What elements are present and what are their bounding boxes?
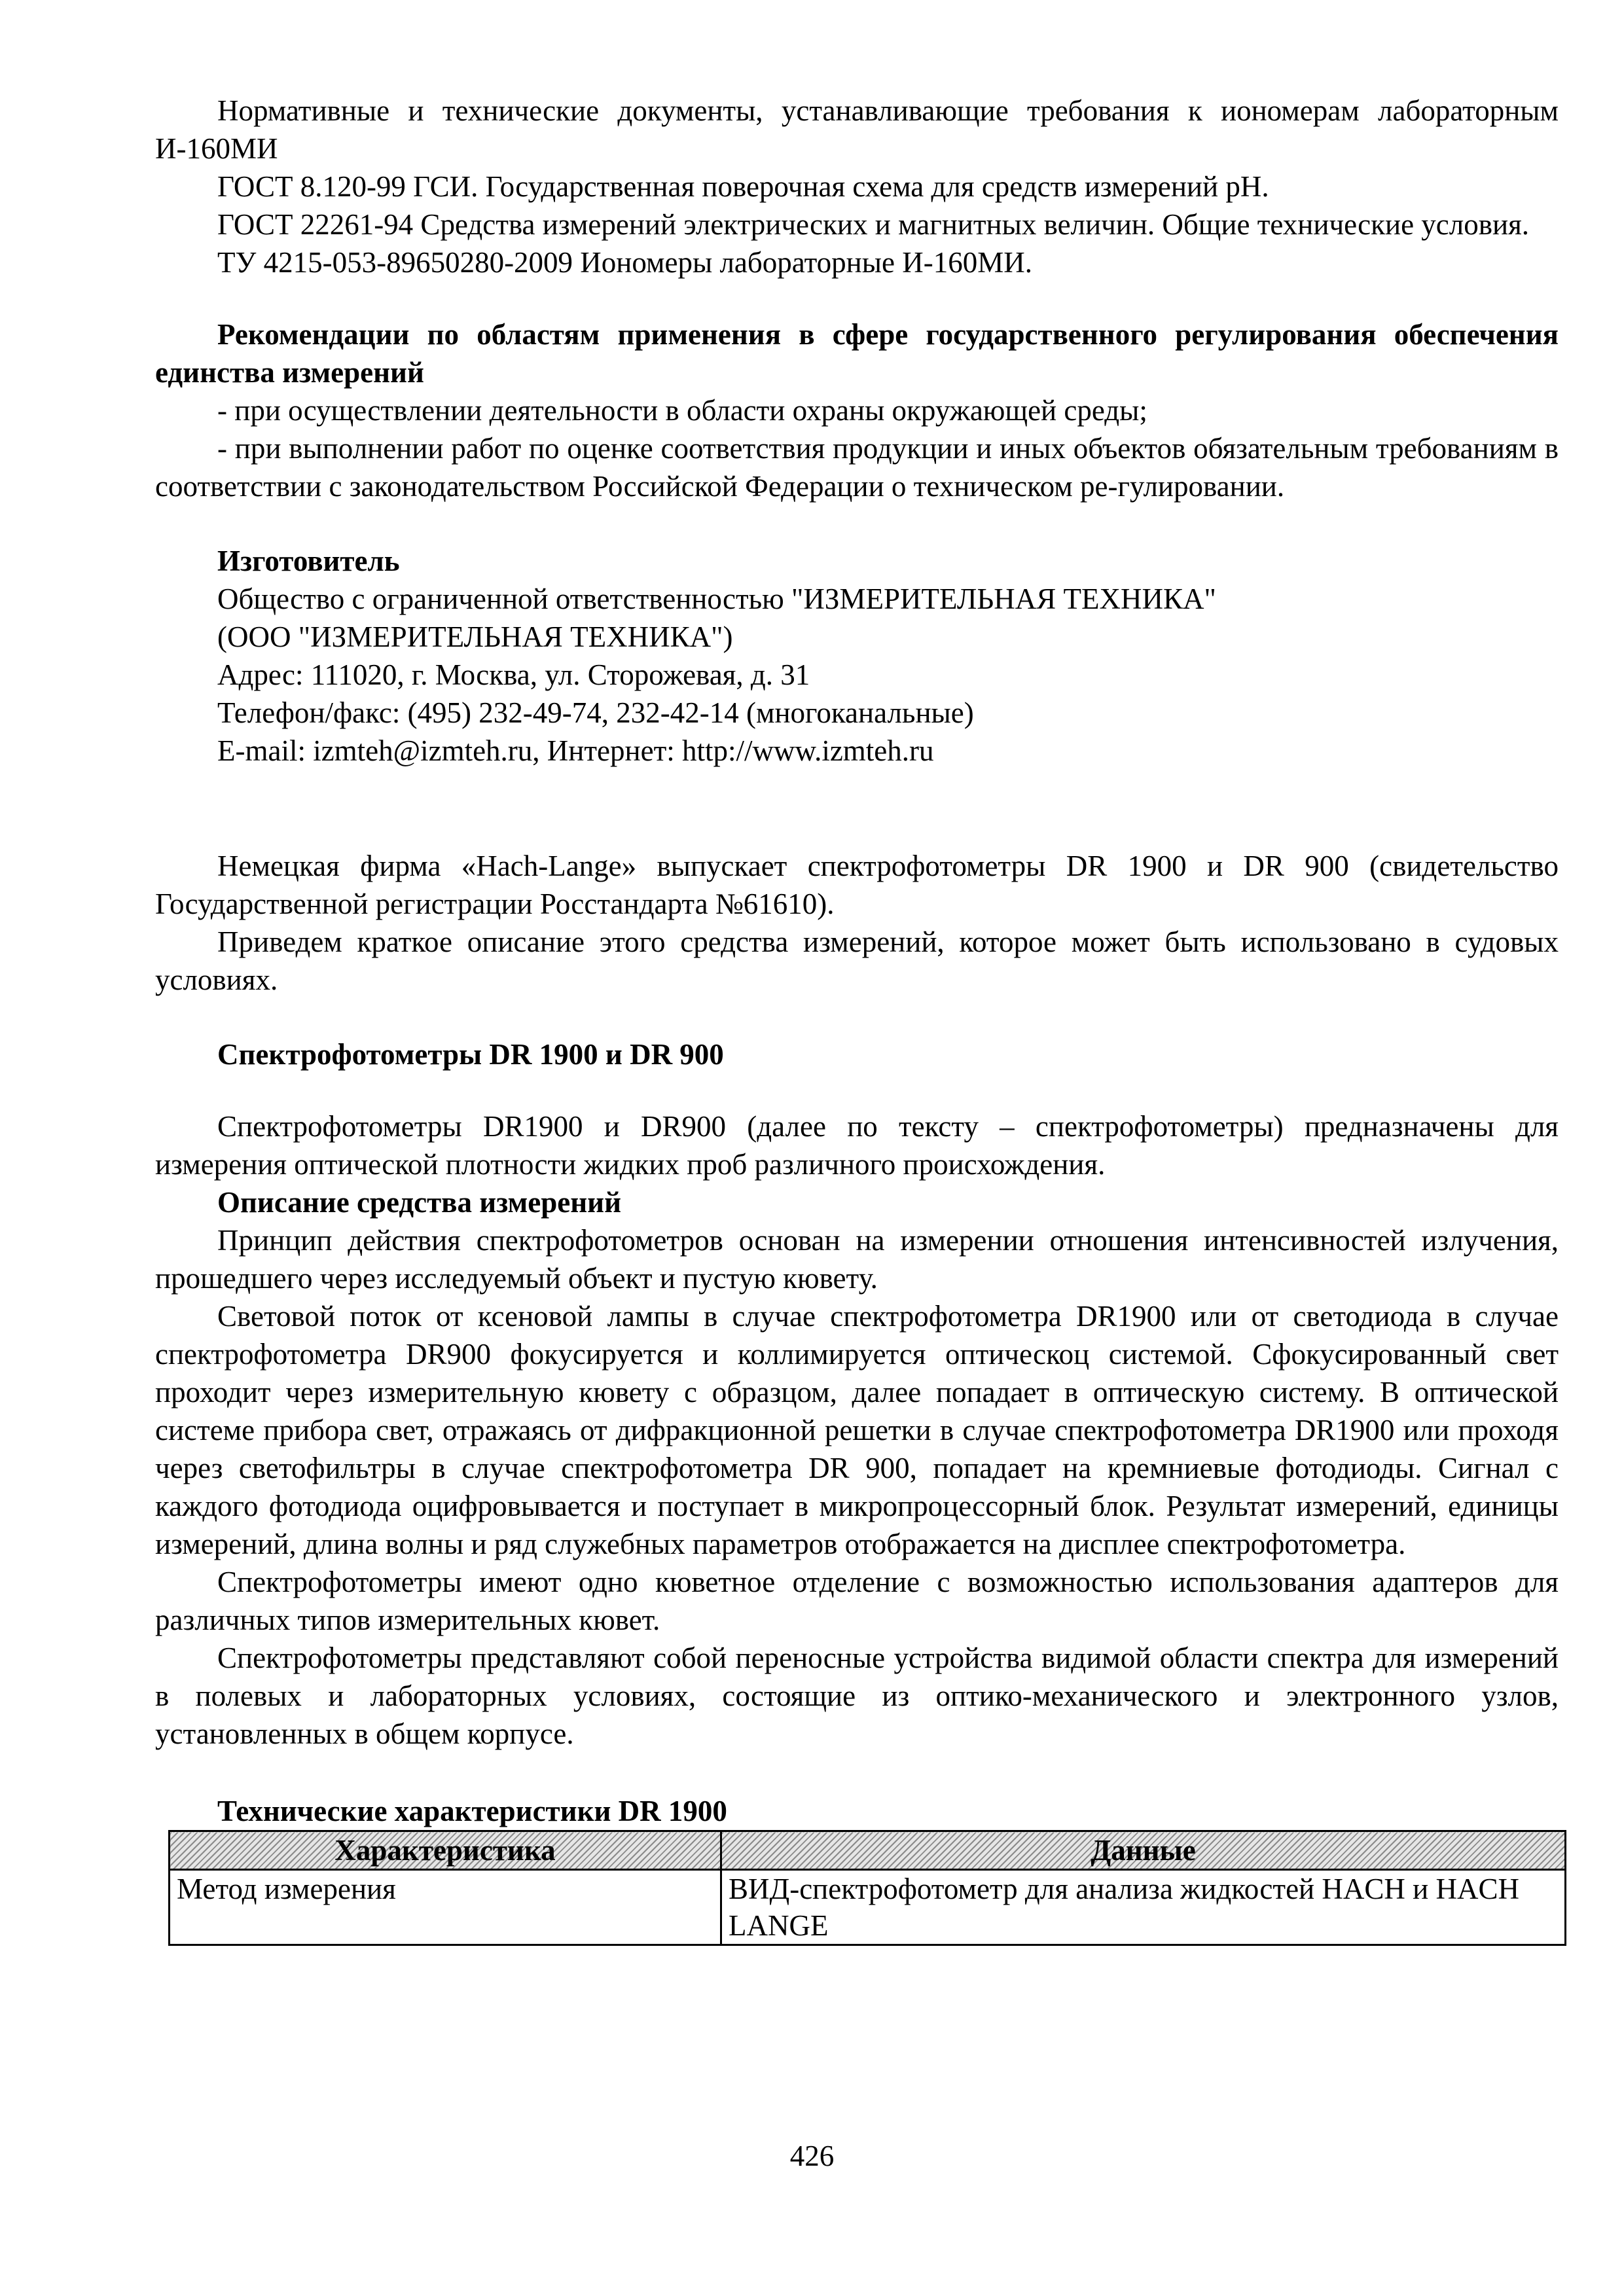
manufacturer-phone: Телефон/факс: (495) 232-49-74, 232-42-14 (многоканальные) [217, 696, 974, 729]
description-paragraph: Световой поток от ксеновой лампы в случае спектрофотометра DR1900 или от светодиода в случае спектрофотометра DR900 фокусируется и коллимируется оптическоц системой. Сфокусированный свет проходит через измерительную кювету с образцом, далее попадает в оптическую систему. В оптической системе прибора свет, отражаясь от дифракционной решетки в случае спектрофотометра DR1900 или проходя через светофильтры в случае спектрофотометра DR 900, попадает на кремниевые фотодиоды. Сигнал с каждого фотодиода оцифровывается и поступает в микропроцессорный блок. Результат измерений, единицы измерений, длина волны и ряд служебных параметров отображается на дисплее спектрофотометра. [155, 1300, 1559, 1560]
description-paragraph: Принцип действия спектрофотометров основан на измерении отношения интенсивностей излучения, прошедшего через исследуемый объект и пустую кювету. [155, 1224, 1559, 1295]
specs-heading: Технические характеристики DR 1900 [217, 1795, 727, 1827]
recommendations [155, 315, 1559, 505]
description-paragraph: Спектрофотометры представляют собой переносные устройства видимой области спектра для измерений в полевых и лабораторных условиях, состоящие из оптико-механического и электронного узлов, установленных в общем корпусе. [155, 1641, 1559, 1750]
column-header-characteristic: Характеристика [170, 1831, 721, 1870]
spacer [155, 281, 1559, 315]
table-row [170, 1870, 1566, 1945]
spectro-heading: Спектрофотометры DR 1900 и DR 900 [217, 1038, 724, 1071]
page-content [155, 92, 1559, 1946]
recommendation-item: - при осуществлении деятельности в области охраны окружающей среды; [217, 394, 1147, 427]
description-paragraph: Спектрофотометры имеют одно кюветное отделение с возможностью использования адаптеров для различных типов измерительных кювет. [155, 1566, 1559, 1636]
hach-lange-intro [155, 847, 1559, 999]
spacer [155, 505, 1559, 542]
spectro-purpose: Спектрофотометры DR1900 и DR900 (далее по тексту – спектрофотометры) предназначены для измерения оптической плотности жидких проб различного происхождения. [155, 1110, 1559, 1181]
spec-value-cell: ВИД-спектрофотометр для анализа жидкостей HACH и HACH LANGE [721, 1870, 1566, 1945]
manufacturer-name: Общество с ограниченной ответственностью "ИЗМЕРИТЕЛЬНАЯ ТЕХНИКА" [217, 583, 1216, 615]
manufacturer-address: Адрес: 111020, г. Москва, ул. Сторожевая, д. 31 [217, 658, 810, 691]
table-header-row [170, 1831, 1566, 1870]
hach-paragraph: Приведем краткое описание этого средства измерений, которое может быть использовано в судовых условиях. [155, 925, 1559, 996]
normative-documents [155, 92, 1559, 281]
specs-table [168, 1830, 1566, 1946]
norm-doc-item: ГОСТ 22261-94 Средства измерений электрических и магнитных величин. Общие технические условия. [217, 208, 1530, 241]
recommendations-heading: Рекомендации по областям применения в сфере государственного регулирования обеспечения единства измерений [155, 318, 1559, 389]
spacer [155, 999, 1559, 1035]
norm-doc-item: ТУ 4215-053-89650280-2009 Иономеры лабораторные И-160МИ. [217, 246, 1032, 279]
norm-doc-item: ГОСТ 8.120-99 ГСИ. Государственная поверочная схема для средств измерений pH. [217, 170, 1269, 203]
page-number: 426 [789, 2140, 835, 2172]
manufacturer-short-name: (ООО "ИЗМЕРИТЕЛЬНАЯ ТЕХНИКА") [217, 620, 733, 653]
spacer [155, 1753, 1559, 1792]
column-header-data: Данные [721, 1831, 1566, 1870]
manufacturer-heading: Изготовитель [217, 545, 400, 577]
recommendation-item: - при выполнении работ по оценке соответствия продукции и иных объектов обязательным требованиям в соответствии с законодательством Российской Федерации о техническом ре-гулировании. [155, 432, 1559, 503]
description-heading: Описание средства измерений [217, 1186, 622, 1219]
norm-docs-intro: Нормативные и технические документы, устанавливающие требования к иономерам лабораторным И-160МИ [155, 94, 1559, 165]
spacer [155, 1073, 1559, 1107]
spec-name-cell: Метод измерения [170, 1870, 721, 1945]
manufacturer [155, 542, 1559, 770]
hach-paragraph: Немецкая фирма «Hach-Lange» выпускает спектрофотометры DR 1900 и DR 900 (свидетельство Государственной регистрации Росстандарта №61610). [155, 850, 1559, 920]
spacer [155, 770, 1559, 847]
spectrophotometers [155, 1035, 1559, 1753]
manufacturer-contacts: E-mail: izmteh@izmteh.ru, Интернет: http://www.izmteh.ru [217, 734, 934, 767]
specifications [155, 1792, 1559, 1946]
